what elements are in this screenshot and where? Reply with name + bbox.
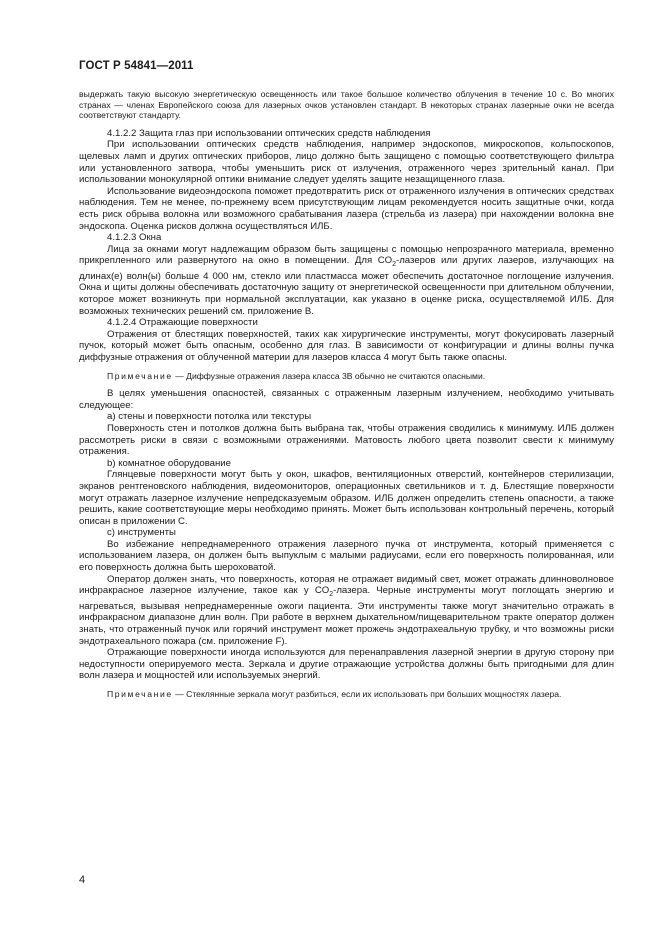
section-4124-paragraph: Отражения от блестящих поверхностей, таких как хирургические инструменты, могут фокусировать лазерный пучок, который может быть опасным, особенно для глаз. В зависимости от конфигурации и длины волны пучка диффузные отражения от облученной материи для лазеров класса 4 могут быть также опасны. [79, 328, 614, 363]
note-1 [79, 371, 614, 382]
intro-paragraph: выдержать такую высокую энергетическую освещенность или такое большое количество облучения в течение 10 с. Во многих странах — членах Европейского союза для лазерных очков установлен стандарт. В некоторых странах лазерные очки не всегда соответствуют стандарту. [79, 89, 614, 121]
note-1-text: — Диффузные отражения лазера класса 3В обычно не считаются опасными. [172, 370, 486, 381]
item-c-p2-subscript: 2 [329, 591, 334, 599]
section-4124-heading: 4.1.2.4 Отражающие поверхности [107, 317, 258, 329]
item-a-heading: а) стены и поверхности потолка или текстуры [107, 411, 312, 423]
standard-header: ГОСТ Р 54841—2011 [79, 60, 194, 72]
page-number: 4 [79, 874, 86, 886]
note-2 [79, 689, 614, 700]
item-c-paragraph-3: Отражающие поверхности иногда используются для перенаправления лазерной энергии в другую сторону при недоступности оперируемого места. Зеркала и другие отражающие устройства должны быть пригодными для длин волн лазера и мощностей или используемых энергий. [79, 647, 614, 682]
section-4123-heading: 4.1.2.3 Окна [107, 232, 162, 244]
item-b-text: Глянцевые поверхности могут быть у окон, шкафов, вентиляционных отверстий, контейнеров стерилизации, экранов рентгеновского наблюдения, видеомониторов, операционных светильников и т. д. Блестящие поверхности могут отражать лазерное излучение непредсказуемым образом. ИЛБ должен определить степень опасности, а также решить, какие соответствующие меры необходимо принять. Может быть использован контрольный перечень, который описан в приложении С. [79, 469, 614, 527]
section-4122-heading: 4.1.2.2 Защита глаз при использовании оптических средств наблюдения [107, 127, 431, 139]
section-4122-paragraph-1: При использовании оптических средств наблюдения, например эндоскопов, микроскопов, кольпоскопов, щелевых ламп и других оптических приборов, лицо должно быть защищено с помощью соответствующего фильтра или установленного затвора, чтобы уменьшить риск от излучения, отраженного через зрительный канал. При использовании монокулярной оптики внимание следует уделять защите незащищенного глаза. [79, 139, 614, 186]
item-c-paragraph-1: Во избежание непреднамеренного отражения лазерного пучка от инструмента, который применяется с использованием лазера, он должен быть выпуклым с малыми радиусами, если его поверхность полированная, или его поверхность должна быть шероховатой. [79, 538, 614, 574]
item-b-heading: b) комнатное оборудование [107, 457, 232, 469]
section-4122-paragraph-2: Использование видеоэндоскопа поможет предотвратить риск от отраженного излучения в оптических средствах наблюдения. Тем не менее, по-прежнему всем присутствующим лицам рекомендуется носить защитные очки, когда есть риск обрыва волокна или возможного срабатывания лазера (стрельба из лазера) при нахождении волокна вне эндоскопа. Оценка рисков должна осуществляться ИЛБ. [79, 185, 614, 232]
item-a-text: Поверхность стен и потолков должна быть выбрана так, чтобы отражения сводились к минимуму. ИЛБ должен рассмотреть риски в связи с возможными отражениями. Матовость любого цвета позволит свести к минимуму отражения. [79, 422, 614, 458]
page-content [79, 89, 614, 700]
reduce-intro: В целях уменьшения опасностей, связанных с отраженным лазерным излучением, необходимо учитывать следующее: [79, 388, 614, 411]
note-1-label: Примечание [107, 370, 173, 381]
item-c-p2-text-a: Оператор должен знать, что поверхность, которая не отражает видимый свет, может отражать длинноволновое инфракрасное лазерное излучение, такое как у CO [79, 573, 614, 597]
note-2-text: — Стеклянные зеркала могут разбиться, если их использовать при больших мощностях лазера. [172, 688, 562, 699]
s4123-text-a: Лица за окнами могут надлежащим образом быть защищены с помощью непрозрачного материала, временно прикрепленного или развернутого на окно в помещении. Для CO [79, 243, 614, 267]
item-c-paragraph-2 [79, 574, 614, 647]
section-4123-paragraph [79, 244, 614, 317]
note-2-label: Примечание [107, 688, 173, 699]
s4123-text-b: -лазеров или других лазеров, излучающих на длинах(е) волн(ы) больше 4 000 нм, стекло или пластмасса может обеспечить достаточное поглощение излучения. Окна и щиты должны обеспечивать достаточную защиту от энергетической освещенности при длительном облучении, которое может возникнуть при нормальной эксплуатации, как указано в оценке риска, осуществляемой ИЛБ. Для возможных технических решений см. приложение В. [79, 255, 615, 317]
s4123-subscript: 2 [392, 261, 397, 269]
item-c-heading: с) инструменты [107, 527, 176, 539]
item-c-p2-text-b: -лазера. Черные инструменты могут поглощать энергию и нагреваться, вызывая непреднамеренные ожоги пациента. Эти инструменты также могут значительно отражать в инфракрасном диапазоне длин волн. При работе в верхнем дыхательном/пищеварительном тракте оператор должен знать, что отраженный пучок или горячий инструмент может прожечь эндотрахеальную трубку, и что возможны риски эндотрахеального пожара (см. приложение F). [79, 585, 614, 647]
